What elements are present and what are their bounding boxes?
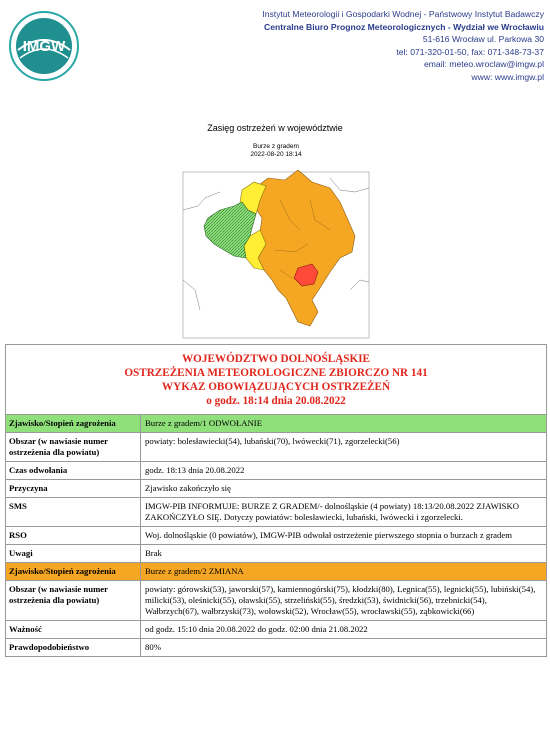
row-value: od godz. 15:10 dnia 20.08.2022 do godz. 02:00 dnia 21.08.2022 xyxy=(145,624,368,634)
row-value: Burze z gradem/2 ZMIANA xyxy=(145,566,244,576)
row-label: SMS xyxy=(6,498,141,526)
table-row xyxy=(6,527,546,545)
heading-time: o godz. 18:14 dnia 20.08.2022 xyxy=(206,395,346,407)
row-value: powiaty: bolesławiecki(54), lubański(70), lwówecki(71), zgorzelecki(56) xyxy=(145,436,400,446)
heading-list: WYKAZ OBOWIĄZUJĄCYCH OSTRZEŻEŃ xyxy=(161,381,391,393)
row-value: Burze z gradem/1 ODWOŁANIE xyxy=(145,418,262,428)
office-name: Centralne Biuro Prognoz Meteorologicznych - Wydział we Wrocławiu xyxy=(264,21,544,32)
warnings-table xyxy=(5,344,547,657)
table-row xyxy=(6,480,546,498)
map-title: Zasięg ostrzeżeń w województwie xyxy=(207,123,343,133)
row-label: Czas odwołania xyxy=(6,462,141,479)
address: 51-616 Wrocław ul. Parkowa 30 xyxy=(422,34,544,45)
map-subtitle: Burze z gradem xyxy=(253,143,299,150)
table-rows xyxy=(6,415,546,656)
row-value: Woj. dolnośląskie (0 powiatów), IMGW-PIB odwołał ostrzeżenie pierwszego stopnia o burzach z gradem xyxy=(145,530,512,540)
heading-voivodeship: WOJEWÓDZTWO DOLNOŚLĄSKIE xyxy=(181,353,371,365)
map-datetime: 2022-08-20 18:14 xyxy=(250,151,302,158)
table-row xyxy=(6,581,546,621)
table-row xyxy=(6,563,546,581)
heading-bulletin: OSTRZEŻENIA METEOROLOGICZNE ZBIORCZO NR 141 xyxy=(124,367,428,379)
letterhead xyxy=(0,0,550,95)
warning-map xyxy=(180,140,372,340)
row-label: Obszar (w nawiasie numer ostrzeżenia dla powiatu) xyxy=(6,581,141,620)
email: email: meteo.wroclaw@imgw.pl xyxy=(423,59,544,70)
table-heading xyxy=(6,345,546,415)
row-label: Zjawisko/Stopień zagrożenia xyxy=(6,415,141,432)
row-value: Zjawisko zakończyło się xyxy=(145,483,231,493)
row-value: godz. 18:13 dnia 20.08.2022 xyxy=(145,465,245,475)
imgw-logo xyxy=(8,10,80,82)
institute-name: Instytut Meteorologii i Gospodarki Wodnej - Państwowy Instytut Badawczy xyxy=(262,9,544,19)
table-row xyxy=(6,639,546,656)
row-value: IMGW-PIB INFORMUJE: BURZE Z GRADEM/- dolnośląskie (4 powiaty) 18:13/20.08.2022 ZJAWISKO ZAKOŃCZYŁO SIĘ. Dotyczy powiatów: bolesławiecki, lubański, lwówecki i zgorzelecki. xyxy=(145,501,520,522)
table-row xyxy=(6,462,546,480)
row-value: 80% xyxy=(145,642,161,652)
table-row xyxy=(6,498,546,527)
row-label: RSO xyxy=(6,527,141,544)
table-row xyxy=(6,545,546,563)
row-value: Brak xyxy=(145,548,162,558)
row-label: Obszar (w nawiasie numer ostrzeżenia dla powiatu) xyxy=(6,433,141,461)
website: www: www.imgw.pl xyxy=(471,71,544,82)
table-row xyxy=(6,415,546,433)
phone-fax: tel: 071-320-01-50, fax: 071-348-73-37 xyxy=(396,46,544,57)
table-row xyxy=(6,621,546,639)
logo-text: IMGW xyxy=(22,38,66,55)
row-label: Prawdopodobieństwo xyxy=(6,639,141,656)
map-svg xyxy=(180,140,372,340)
institute-contact xyxy=(262,8,544,84)
row-label: Ważność xyxy=(6,621,141,638)
table-row xyxy=(6,433,546,462)
row-label: Zjawisko/Stopień zagrożenia xyxy=(6,563,141,580)
row-label: Przyczyna xyxy=(6,480,141,497)
row-label: Uwagi xyxy=(6,545,141,562)
row-value: powiaty: górowski(53), jaworski(57), kamiennogórski(75), kłodzki(80), Legnica(55), legnicki(55), lubiński(54), milicki(53), oleśnicki(55), oławski(55), strzeliński(55), średzki(53), świdnicki(56), trzebnicki(54), Wałbrzych(67), wałbrzyski(73), wołowski(52), Wrocław(55), wrocławski(55), ząbkowicki(66) xyxy=(145,584,536,616)
